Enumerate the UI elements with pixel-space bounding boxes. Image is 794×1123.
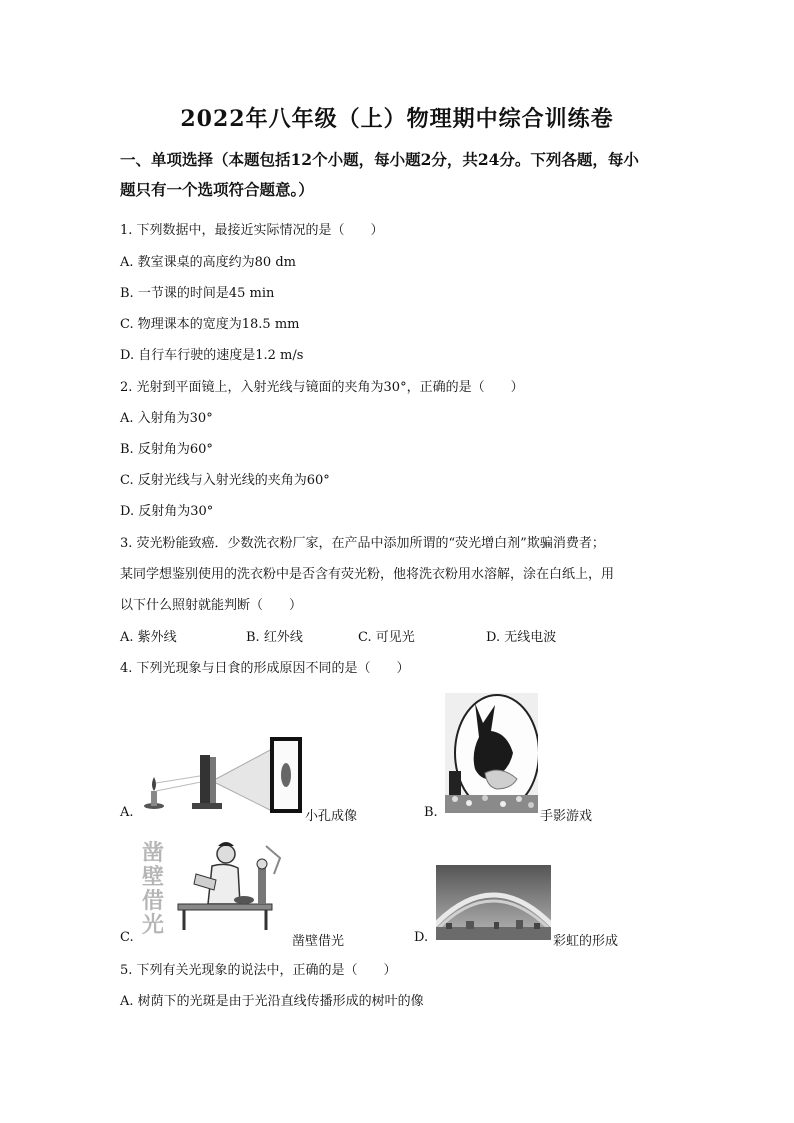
q3-option-c: C. 可见光 [358, 630, 415, 645]
q3-stem-line-3: 以下什么照射就能判断（ ） [120, 598, 303, 613]
q1-option-d: D. 自行车行驶的速度是1.2 m/s [120, 348, 304, 363]
q4-option-c-caption: 凿壁借光 [292, 934, 345, 949]
q2-option-c: C. 反射光线与入射光线的夹角为60° [120, 473, 330, 488]
q4-stem: 4. 下列光现象与日食的形成原因不同的是（ ） [120, 661, 410, 676]
chisel-image-char-2: 壁 [142, 865, 165, 890]
q4-option-d-caption: 彩虹的形成 [553, 934, 619, 949]
chisel-wall-light-image [140, 838, 288, 938]
q1-option-b: B. 一节课的时间是45 min [120, 286, 275, 301]
rainbow-image [436, 865, 551, 940]
q4-option-d-letter: D. [414, 930, 429, 945]
section-heading-line-1: 一、单项选择（本题包括12个小题，每小题2分，共24分。下列各题，每小 [120, 150, 639, 169]
q5-stem: 5. 下列有关光现象的说法中，正确的是（ ） [120, 963, 397, 978]
q4-option-c-letter: C. [120, 930, 134, 945]
q1-stem: 1. 下列数据中，最接近实际情况的是（ ） [120, 223, 384, 238]
chisel-image-char-1: 凿 [142, 841, 165, 866]
q3-option-d: D. 无线电波 [486, 630, 557, 645]
page-title: 2022年八年级（上）物理期中综合训练卷 [180, 106, 614, 132]
hand-shadow-image [445, 693, 538, 813]
q1-option-c: C. 物理课本的宽度为18.5 mm [120, 317, 300, 332]
q1-option-a: A. 教室课桌的高度约为80 dm [120, 255, 296, 270]
q4-option-b-letter: B. [424, 805, 438, 820]
q4-option-b-caption: 手影游戏 [540, 809, 593, 824]
q3-stem-line-2: 某同学想鉴别使用的洗衣粉中是否含有荧光粉，他将洗衣粉用水溶解，涂在白纸上，用 [120, 567, 615, 582]
q3-option-a: A. 紫外线 [120, 630, 177, 645]
pinhole-camera-image [140, 735, 305, 815]
q3-option-b: B. 红外线 [246, 630, 303, 645]
section-heading-line-2: 题只有一个选项符合题意。） [120, 180, 314, 199]
chisel-image-char-3: 借 [142, 889, 165, 914]
q4-option-a-letter: A. [120, 805, 134, 820]
chisel-image-char-4: 光 [142, 913, 165, 938]
q2-option-b: B. 反射角为60° [120, 442, 213, 457]
q3-stem-line-1: 3. 荧光粉能致癌．少数洗衣粉厂家，在产品中添加所谓的“荧光增白剂”欺骗消费者； [120, 536, 605, 551]
q2-stem: 2. 光射到平面镜上，入射光线与镜面的夹角为30°，正确的是（ ） [120, 380, 524, 395]
q2-option-a: A. 入射角为30° [120, 411, 213, 426]
q5-option-a: A. 树荫下的光斑是由于光沿直线传播形成的树叶的像 [120, 994, 424, 1009]
q2-option-d: D. 反射角为30° [120, 504, 214, 519]
q4-option-a-caption: 小孔成像 [305, 809, 358, 824]
